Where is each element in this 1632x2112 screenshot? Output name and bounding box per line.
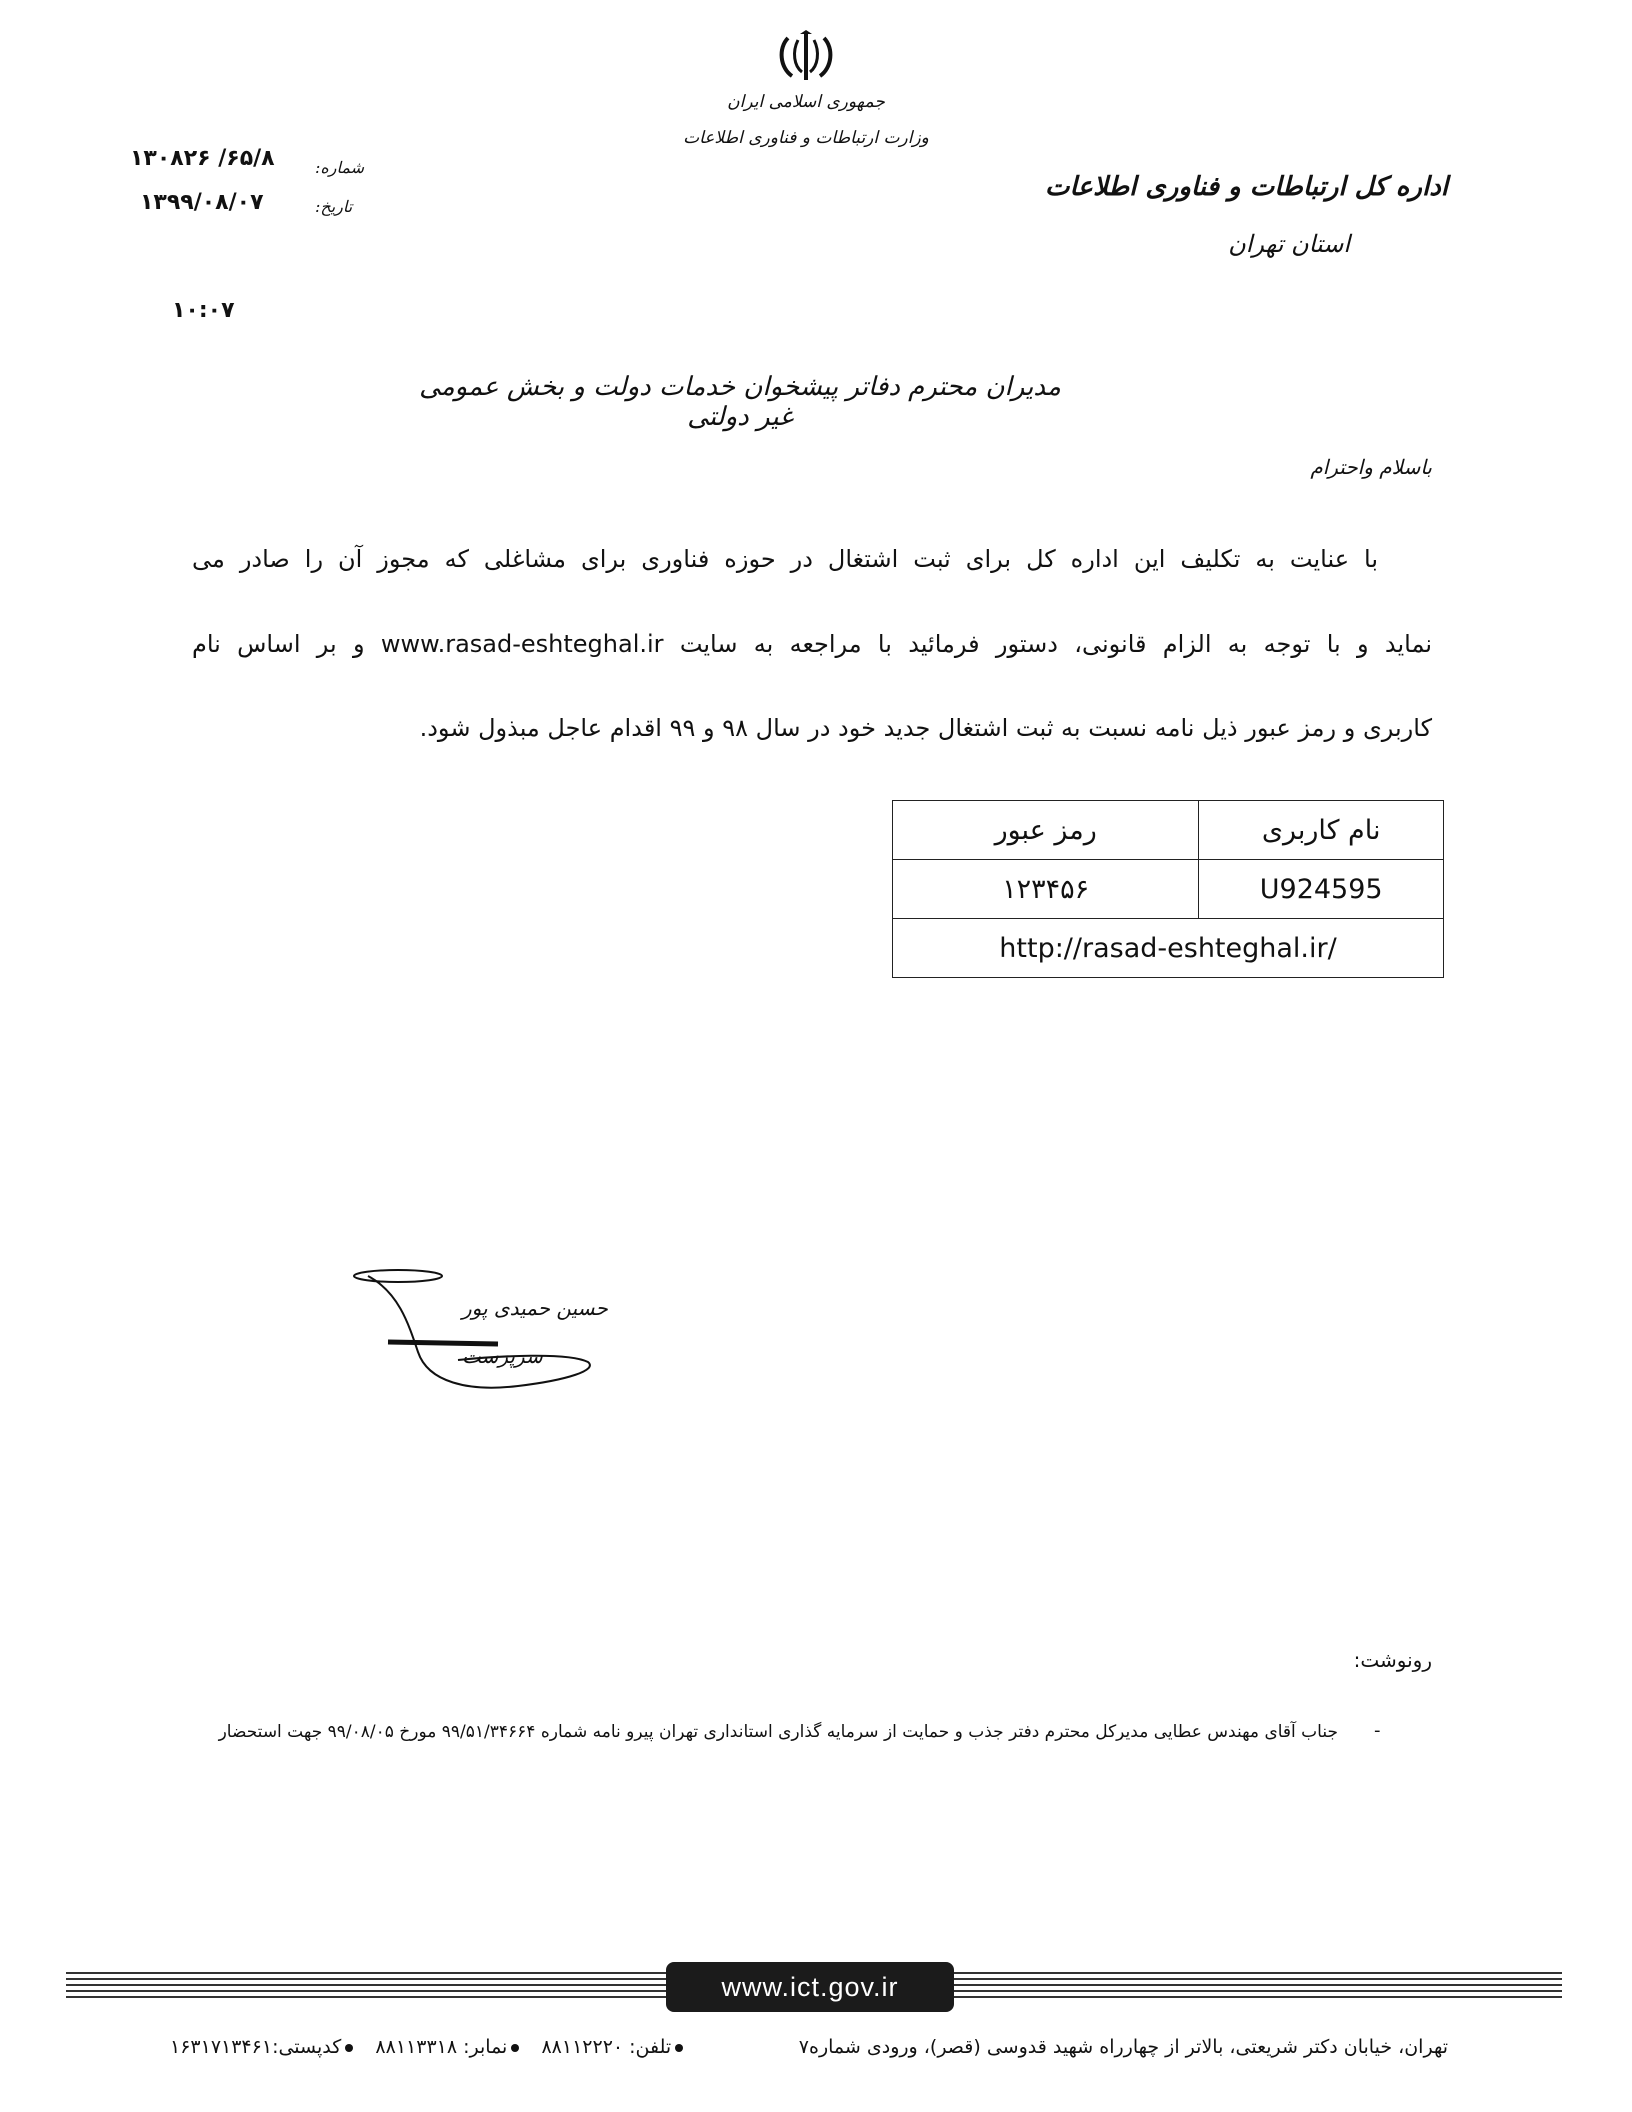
table-row (893, 860, 1444, 919)
footer-website[interactable]: www.ict.gov.ir (666, 1962, 954, 2012)
username-header: نام کاربری (1199, 801, 1444, 860)
iran-emblem-icon (776, 30, 836, 86)
body-line (192, 630, 1432, 658)
signature-icon (348, 1262, 608, 1402)
org-province: استان تهران (1228, 230, 1350, 258)
signer-name: حسین حمیدی پور (462, 1296, 608, 1320)
addressee: مدیران محترم دفاتر پیشخوان خدمات دولت و بخش عمومی غیر دولتی (419, 372, 1061, 432)
username-value: U924595 (1199, 860, 1444, 919)
gov-name: جمهوری اسلامی ایران (727, 92, 885, 112)
body-text: و بر اساس نام (192, 630, 381, 658)
table-row (893, 919, 1444, 978)
password-value: ۱۲۳۴۵۶ (893, 860, 1199, 919)
letter-date: ۱۳۹۹/۰۸/۰۷ (140, 190, 264, 215)
password-header: رمز عبور (893, 801, 1199, 860)
footer-rule (66, 1972, 670, 2000)
body-line: با عنایت به تکلیف این اداره کل برای ثبت اشتغال در حوزه فناوری برای مشاغلی که مجوز آن را صادر می (192, 545, 1378, 573)
footer-fax: نمابر: ۸۸۱۱۳۳۱۸ (375, 2036, 508, 2058)
number-label: شماره: (315, 158, 365, 177)
table-row (893, 801, 1444, 860)
bullet-icon (345, 2044, 353, 2052)
portal-link[interactable]: http://rasad-eshteghal.ir/ (893, 919, 1444, 978)
letter-number: ۶۵/۸/ ۱۳۰۸۲۶ (130, 146, 275, 171)
date-label: تاریخ: (315, 197, 353, 216)
footer-address: تهران، خیابان دکتر شریعتی، بالاتر از چهارراه شهید قدوسی (قصر)، ورودی شماره۷ (798, 2036, 1448, 2058)
cc-item: جناب آقای مهندس عطایی مدیرکل محترم دفتر جذب و حمایت از سرمایه گذاری استانداری تهران پیرو نامه شماره ۹۹/۵۱/۳۴۶۶۴ مورخ ۹۹/۰۸/۰۵ جهت استحضار (218, 1722, 1338, 1742)
footer-rule (950, 1972, 1562, 2000)
org-name: اداره کل ارتباطات و فناوری اطلاعات (1045, 172, 1448, 202)
site-link[interactable]: www.rasad-eshteghal.ir (380, 630, 664, 658)
bullet-icon (511, 2044, 519, 2052)
salutation: باسلام واحترام (1310, 455, 1432, 479)
ministry-name: وزارت ارتباطات و فناوری اطلاعات (683, 128, 929, 148)
letter-time: ۱۰:۰۷ (172, 298, 235, 323)
cc-label: رونوشت: (1353, 1648, 1432, 1672)
bullet-icon (675, 2044, 683, 2052)
footer-phone: تلفن: ۸۸۱۱۲۲۲۰ (541, 2036, 672, 2058)
body-text: نماید و با توجه به الزام قانونی، دستور فرمائید با مراجعه به سایت (663, 630, 1432, 658)
cc-bullet: - (1374, 1720, 1381, 1741)
body-line: کاربری و رمز عبور ذیل نامه نسبت به ثبت اشتغال جدید خود در سال ۹۸ و ۹۹ اقدام عاجل مبذول شود. (419, 714, 1432, 742)
footer-postal: کدپستی:۱۶۳۱۷۱۳۴۶۱ (170, 2036, 342, 2058)
footer-contacts (170, 2036, 687, 2058)
signer-title: سرپرست (462, 1344, 543, 1368)
credentials-table (892, 800, 1444, 978)
